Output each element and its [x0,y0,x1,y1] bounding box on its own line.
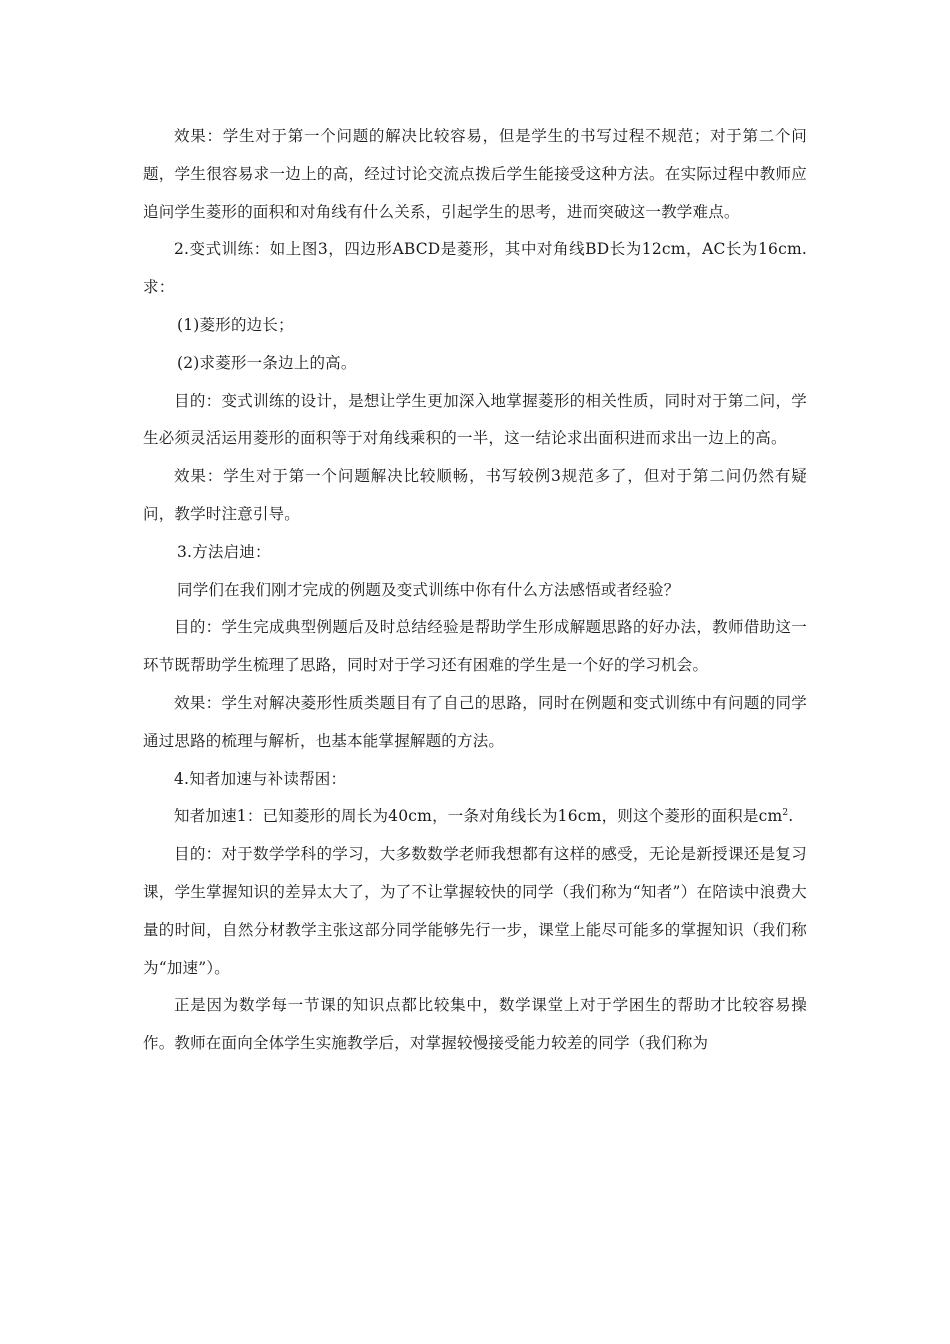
paragraph-variant-training: 2.变式训练：如上图3，四边形ABCD是菱形，其中对角线BD长为12cm，AC长为16cm.求： [143,240,807,297]
paragraph-question-1: (1)菱形的边长； [177,315,294,334]
paragraph-acceleration-problem [143,798,807,836]
paragraph-question-2: (2)求菱形一条边上的高。 [177,353,357,372]
problem-superscript: 2 [782,808,789,819]
paragraph-effect-3: 效果：学生对解决菱形性质类题目有了自己的思路，同时在例题和变式训练中有问题的同学通过思路的梳理与解析，也基本能掌握解题的方法。 [143,693,807,750]
problem-text: 知者加速1：已知菱形的周长为40cm，一条对角线长为16cm，则这个菱形的面积是cm [174,807,783,826]
paragraph-method-question: 同学们在我们刚才完成的例题及变式训练中你有什么方法感悟或者经验？ [177,580,680,599]
paragraph-rationale: 正是因为数学每一节课的知识点都比较集中，数学课堂上对于学困生的帮助才比较容易操作。教师在面向全体学生实施教学后，对掌握较慢接受能力较差的同学（我们称为 [143,996,807,1053]
paragraph-effect-2: 效果：学生对于第一个问题解决比较顺畅，书写较例3规范多了，但对于第二问仍然有疑问，教学时注意引导。 [143,467,807,523]
paragraph-purpose-1: 目的：变式训练的设计，是想让学生更加深入地掌握菱形的相关性质，同时对于第二问，学生必须灵活运用菱形的面积等于对角线乘积的一半，这一结论求出面积进而求出一边上的高。 [143,391,807,448]
paragraph-purpose-2: 目的：学生完成典型例题后及时总结经验是帮助学生形成解题思路的好办法，教师借助这一环节既帮助学生梳理了思路，同时对于学习还有困难的学生是一个好的学习机会。 [143,618,807,675]
problem-end: . [788,807,794,826]
document-body [143,118,807,1063]
paragraph-effect-1: 效果：学生对于第一个问题的解决比较容易，但是学生的书写过程不规范；对于第二个问题，学生很容易求一边上的高，经过讨论交流点拨后学生能接受这种方法。在实际过程中教师应追问学生菱形的面积和对角线有什么关系，引起学生的思考，进而突破这一教学难点。 [143,127,807,221]
paragraph-acceleration-heading: 4.知者加速与补读帮困： [174,769,347,788]
paragraph-purpose-3: 目的：对于数学学科的学习，大多数数学老师我想都有这样的感受，无论是新授课还是复习课，学生掌握知识的差异太大了，为了不让掌握较快的同学（我们称为“知者”）在陪读中浪费大量的时间，自然分材教学主张这部分同学能够先行一步，课堂上能尽可能多的掌握知识（我们称为“加速”）。 [143,845,807,977]
paragraph-method-heading: 3.方法启迪： [177,542,271,561]
